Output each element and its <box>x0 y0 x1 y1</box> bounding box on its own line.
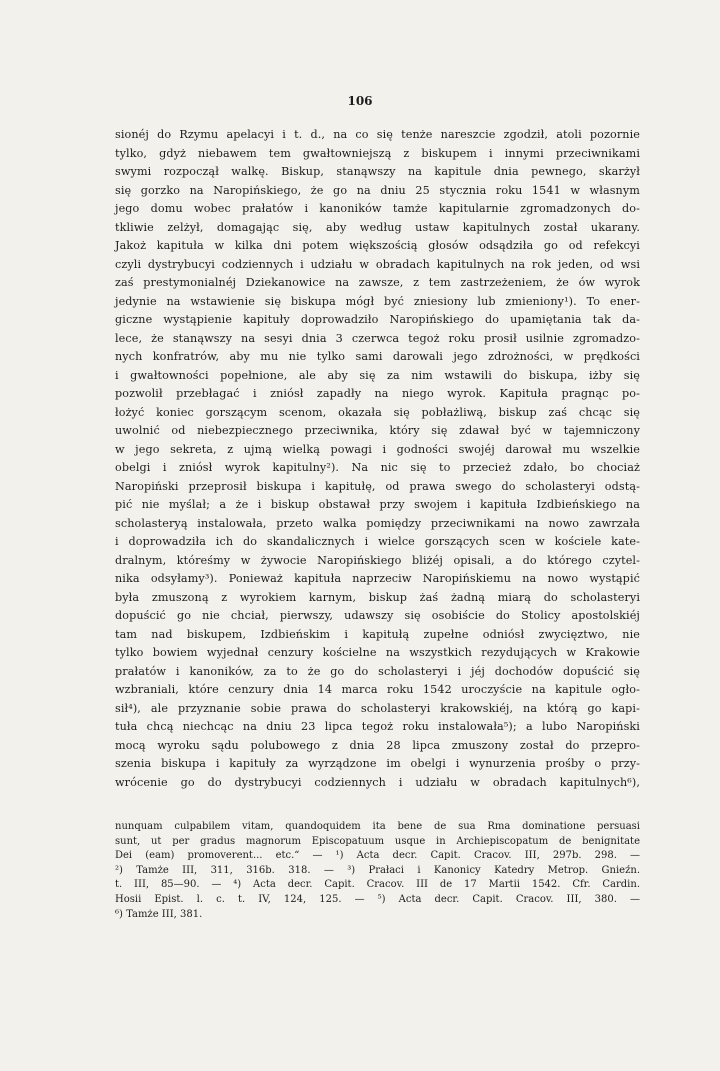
text-line: dralnym, któreśmy w żywocie Naropińskiego bliżéj opisali, a do którego czytel- <box>115 553 640 567</box>
text-line: mocą wyroku sądu polubowego z dnia 28 lipca zmuszony został do przepro- <box>115 738 640 752</box>
footnote-line: ⁶) Tamże III, 381. <box>115 908 203 920</box>
text-line: pozwolił przebłagać i zniósł zapadły na niego wyrok. Kapituła pragnąc po- <box>115 387 640 400</box>
text-line: jedynie na wstawienie się biskupa mógł być zniesiony lub zmieniony¹). To ener- <box>115 294 640 308</box>
text-line: lece, że stanąwszy na sesyi dnia 3 czerwca tegoż roku prosił usilnie zgromadzo- <box>115 331 640 345</box>
text-line: zaś prestymonialnéj Dziekanowice na zawsze, z tem zastrzeżeniem, że ów wyrok <box>115 276 640 289</box>
main-text <box>115 126 640 792</box>
text-line: tuła chcą niechcąc na dniu 23 lipca tegoż roku instalowała⁵); a lubo Naropiński <box>115 720 640 733</box>
text-line: pić nie myślał; a że i biskup obstawał przy swojem i kapituła Izdbieńskiego na <box>115 498 640 511</box>
text-line: nika odsyłamy³). Ponieważ kapituła naprzeciw Naropińskiemu na nowo wystąpić <box>115 572 640 585</box>
text-line: jego domu wobec prałatów i kanoników tamże kapitularnie zgromadzonych do- <box>115 202 640 215</box>
text-line: tylko, gdyż niebawem tem gwałtowniejszą z biskupem i innymi przeciwnikami <box>115 146 640 160</box>
text-line: wrócenie go do dystrybucyi codziennych i udziału w obradach kapitulnych⁶), <box>115 775 640 789</box>
text-line: dopuścić go nie chciał, pierwszy, udawszy się osobiście do Stolicy apostolskiéj <box>115 609 640 622</box>
text-line: i doprowadziła ich do skandalicznych i wielce gorszących scen w kościele kate- <box>115 535 640 548</box>
footnote-line: ²) Tamże III, 311, 316b. 318. — ³) Prałaci i Kanonicy Katedry Metrop. Gnieźn. <box>115 864 640 876</box>
text-line: prałatów i kanoników, za to że go do scholasteryi i jéj dochodów dopuścić się <box>115 664 640 678</box>
text-line: się gorzko na Naropińskiego, że go na dniu 25 stycznia roku 1541 w własnym <box>115 183 640 197</box>
page-number: 106 <box>347 94 373 108</box>
text-line: Jakoż kapituła w kilka dni potem większością głosów odsądziła go od refekcyi <box>115 239 640 252</box>
text-line: swymi rozpoczął walkę. Biskup, stanąwszy na kapitule dnia pewnego, skarżył <box>115 165 640 178</box>
text-line: scholasteryą instalowała, przeto walka pomiędzy przeciwnikami na nowo zawrzała <box>115 516 640 530</box>
text-line: uwolnić od niebezpiecznego przeciwnika, który się zdawał być w tajemniczony <box>115 424 640 437</box>
text-line: szenia biskupa i kapituły za wyrządzone im obelgi i wynurzenia prośby o przy- <box>115 757 640 770</box>
text-line: Naropiński przeprosił biskupa i kapitułę, od prawa swego do scholasteryi odstą- <box>115 479 640 493</box>
footnotes <box>115 820 640 922</box>
text-line: czyli dystrybucyi codziennych i udziału w obradach kapitulnych na rok jeden, od wsi <box>115 257 640 271</box>
text-line: w jego sekreta, z ujmą wielką powagi i godności swojéj darował mu wszelkie <box>115 442 640 456</box>
footnote-line: nunquam culpabilem vitam, quandoquidem ita bene de sua Rma dominatione persuasi <box>115 821 640 832</box>
footnote-line: t. III, 85—90. — ⁴) Acta decr. Capit. Cracov. III de 17 Martii 1542. Cfr. Cardin. <box>115 879 640 891</box>
text-line: obelgi i zniósł wyrok kapitulny²). Na nic się to przecież zdało, bo chociaż <box>115 461 640 474</box>
footnote-line: Hosii Epist. l. c. t. IV, 124, 125. — ⁵) Acta decr. Capit. Cracov. III, 380. — <box>115 893 640 905</box>
text-line: wzbraniali, które cenzury dnia 14 marca roku 1542 uroczyście na kapitule ogło- <box>115 683 640 696</box>
footnote-line: sunt, ut per gradus magnorum Episcopatuum usque in Archiepiscopatum de benignitate <box>115 835 640 847</box>
text-line: sił⁴), ale przyznanie sobie prawa do scholasteryi krakowskiéj, na którą go kapi- <box>115 701 640 715</box>
text-line: i gwałtowności popełnione, ale aby się za nim wstawili do biskupa, iżby się <box>115 368 640 382</box>
text-line: tylko bowiem wyjednał cenzury kościelne na wszystkich rezydujących w Krakowie <box>115 646 640 659</box>
text-line: łożyć koniec gorszącym scenom, okazała się pobłażliwą, biskup zaś chcąc się <box>115 405 640 419</box>
text-line: giczne wystąpienie kapituły doprowadziło Naropińskiego do upamiętania tak da- <box>115 313 640 326</box>
text-line: tam nad biskupem, Izdbieńskim i kapitułą zupełne odniósł zwycięztwo, nie <box>115 627 640 641</box>
text-line: była zmuszoną z wyrokiem karnym, biskup żaś żadną miarą do scholasteryi <box>115 590 640 604</box>
text-line: nych konfratrów, aby mu nie tylko sami darowali jego zdrożności, w prędkości <box>115 350 640 363</box>
text-line: sionéj do Rzymu apelacyi i t. d., na co się tenże nareszcie zgodził, atoli pozornie <box>115 128 640 141</box>
footnote-line: Dei (eam) promoverent... etc.“ — ¹) Acta decr. Capit. Cracov. III, 297b. 298. — <box>115 850 640 862</box>
text-line: tkliwie zelżył, domagając się, aby według ustaw kapitulnych został ukarany. <box>115 220 640 234</box>
